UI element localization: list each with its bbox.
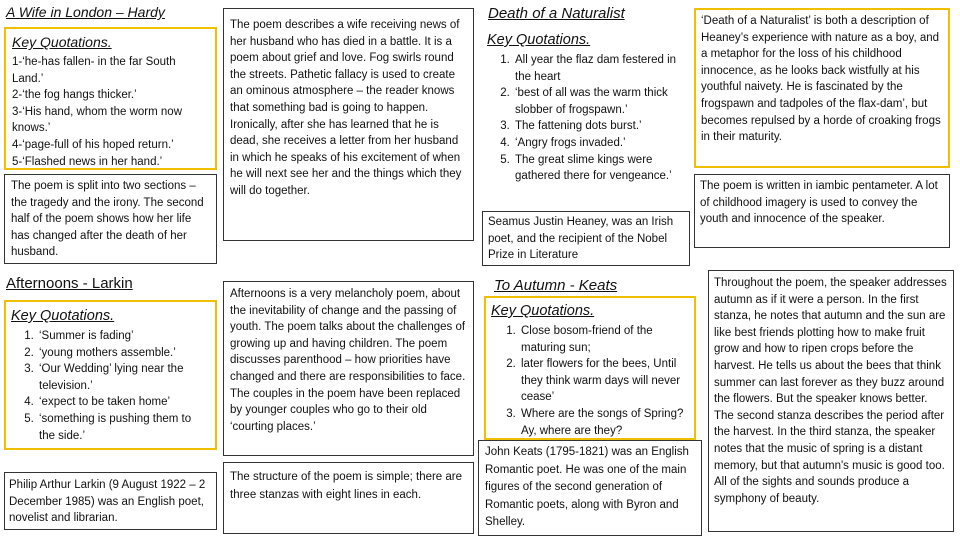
larkin-quote-1: 1. ‘Summer is fading’ xyxy=(37,328,210,345)
larkin-title: Afternoons - Larkin xyxy=(6,275,133,292)
heaney-description: ‘Death of a Naturalist’ is both a description of Heaney’s experience with nature as a boy, and a metaphor for the loss of his childhood innocence, as he looks back wistfully at his youthful naivety. He is fascinated by the frogspawn and tadpoles of the flax-dam’, but becomes repulsed by a horde of croaking frogs in their maturity. xyxy=(694,8,950,168)
hardy-quote-2: 2-‘the fog hangs thicker.’ xyxy=(12,89,137,102)
larkin-description: Afternoons is a very melancholy poem, about the inevitability of change and the passing of youth. The poem talks about the challenges of growing up and having children. The poem discusses parenthood – how priorities have changed and there are responsibilities to face. The couples in the poem have been replaced by younger couples who go to their old ‘courting places.’ xyxy=(223,281,474,456)
heaney-quote-3: 3. The fattening dots burst.’ xyxy=(513,118,685,135)
hardy-structure-note: The poem is split into two sections – the tragedy and the irony. The second half of the poem shows how her life has changed after the death of her husband. xyxy=(4,174,217,264)
keats-key-heading: Key Quotations. xyxy=(491,303,595,319)
larkin-quotes-list xyxy=(11,328,210,444)
larkin-quote-4: 4. ‘expect to be taken home’ xyxy=(37,394,210,411)
larkin-bio: Philip Arthur Larkin (9 August 1922 – 2 December 1985) was an English poet, novelist and librarian. xyxy=(4,472,217,530)
keats-key-quotations-box xyxy=(484,296,696,440)
hardy-key-quotations-box xyxy=(4,27,217,170)
keats-title: To Autumn - Keats xyxy=(494,277,618,294)
hardy-description: The poem describes a wife receiving news of her husband who has died in a battle. It is a poem about grief and love. Fog swirls round the streets. Pathetic fallacy is used to create an ominous atmosphere – the reader knows that something bad is going to happen. Ironically, after she has learned that he is dead, she receives a letter from her husband in which he speaks of his excitement of when he will next see her and the things which they will do together. xyxy=(223,8,474,241)
keats-bio: John Keats (1795-1821) was an English Romantic poet. He was one of the main figures of the second generation of Romantic poets, along with Byron and Shelley. xyxy=(478,440,702,536)
heaney-quotes-list xyxy=(487,52,685,185)
keats-description: Throughout the poem, the speaker addresses autumn as if it were a person. In the first stanza, he notes that autumn and the sun are like best friends plotting how to make fruit grow and how to ripen crops before the harvest. He tells us about the bees that think summer can last forever as they buzz around the flowers. But the speaker knows better. The second stanza describes the period after the harvest. In the third stanza, the speaker notes that the music of spring is a distant memory, but that autumn's music is good too. All of the sights and sounds produce a symphony of beauty. xyxy=(708,270,954,532)
larkin-key-quotations-box xyxy=(4,300,217,450)
heaney-title: Death of a Naturalist xyxy=(488,5,625,22)
heaney-form-note: The poem is written in iambic pentameter. A lot of childhood imagery is used to convey the youth and innocence of the speaker. xyxy=(694,174,950,248)
larkin-quote-3: 3. ‘Our Wedding’ lying near the television.’ xyxy=(37,361,210,394)
hardy-quote-3: 3-‘His hand, whom the worm now knows.’ xyxy=(12,105,183,135)
keats-quote-2: 2. later flowers for the bees, Until they think warm days will never cease’ xyxy=(519,356,689,406)
heaney-key-heading: Key Quotations. xyxy=(487,32,591,48)
heaney-quote-1: 1. All year the flaz dam festered in the heart xyxy=(513,52,685,85)
heaney-quote-4: 4. ‘Angry frogs invaded.’ xyxy=(513,135,685,152)
larkin-key-heading: Key Quotations. xyxy=(11,308,115,324)
larkin-quote-2: 2. ‘young mothers assemble.’ xyxy=(37,345,210,362)
heaney-quote-5: 5. The great slime kings were gathered there for vengeance.’ xyxy=(513,152,685,185)
keats-quote-3: 3. Where are the songs of Spring? Ay, where are they? xyxy=(519,406,689,439)
heaney-quote-2: 2. ‘best of all was the warm thick slobber of frogspawn.’ xyxy=(513,85,685,118)
hardy-title: A Wife in London – Hardy xyxy=(6,4,165,20)
larkin-structure-note: The structure of the poem is simple; there are three stanzas with eight lines in each. xyxy=(223,462,474,534)
keats-quotes-list xyxy=(491,323,689,439)
hardy-quote-4: 4-‘page-full of his hoped return.’ xyxy=(12,138,174,151)
larkin-quote-5: 5. ‘something is pushing them to the side.’ xyxy=(37,411,210,444)
hardy-quote-5: 5-‘Flashed news in her hand.’ xyxy=(12,155,163,168)
hardy-key-heading: Key Quotations. xyxy=(12,34,112,50)
heaney-key-quotations-box xyxy=(482,30,690,208)
hardy-quote-1: 1-‘he-has fallen- in the far South Land.’ xyxy=(12,56,176,85)
keats-quote-1: 1. Close bosom-friend of the maturing sun; xyxy=(519,323,689,356)
heaney-bio: Seamus Justin Heaney, was an Irish poet, and the recipient of the Nobel Prize in Literature xyxy=(482,211,690,266)
